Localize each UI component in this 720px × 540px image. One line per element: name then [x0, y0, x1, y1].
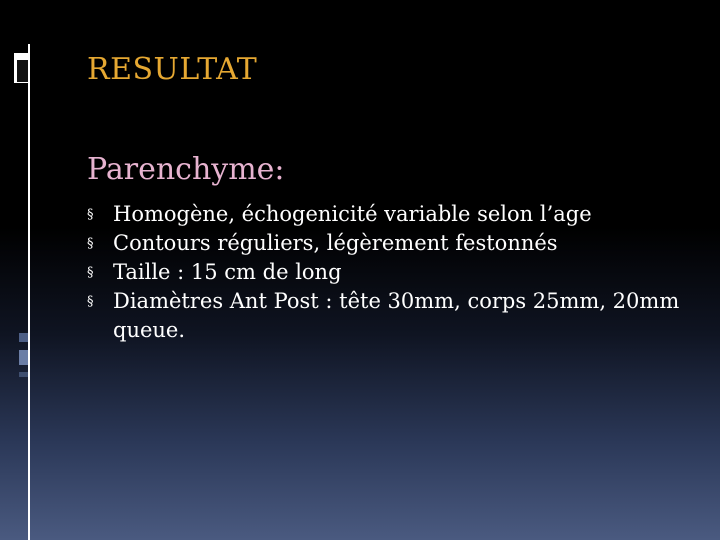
bullet-marker-icon: §: [87, 236, 94, 251]
bullet-item: [87, 200, 707, 229]
bullet-list: [87, 200, 707, 345]
decorative-square-small: [19, 350, 28, 365]
decorative-square-small: [19, 372, 28, 377]
bullet-item: [87, 229, 707, 258]
bullet-text: Diamètres Ant Post : tête 30mm, corps 25mm, 20mm queue.: [113, 289, 680, 342]
bullet-item: [87, 258, 707, 287]
bullet-marker-icon: §: [87, 265, 94, 280]
slide-subtitle: Parenchyme:: [87, 152, 285, 187]
decorative-square-inner: [17, 60, 28, 82]
bullet-text: Taille : 15 cm de long: [113, 260, 342, 284]
decorative-square-small: [19, 333, 28, 342]
vertical-rule: [28, 44, 30, 540]
bullet-item: [87, 287, 707, 345]
bullet-marker-icon: §: [87, 207, 94, 222]
bullet-marker-icon: §: [87, 294, 94, 309]
bullet-text: Homogène, échogenicité variable selon l’age: [113, 202, 592, 226]
bullet-text: Contours réguliers, légèrement festonnés: [113, 231, 558, 255]
slide-title: RESULTAT: [87, 52, 258, 87]
